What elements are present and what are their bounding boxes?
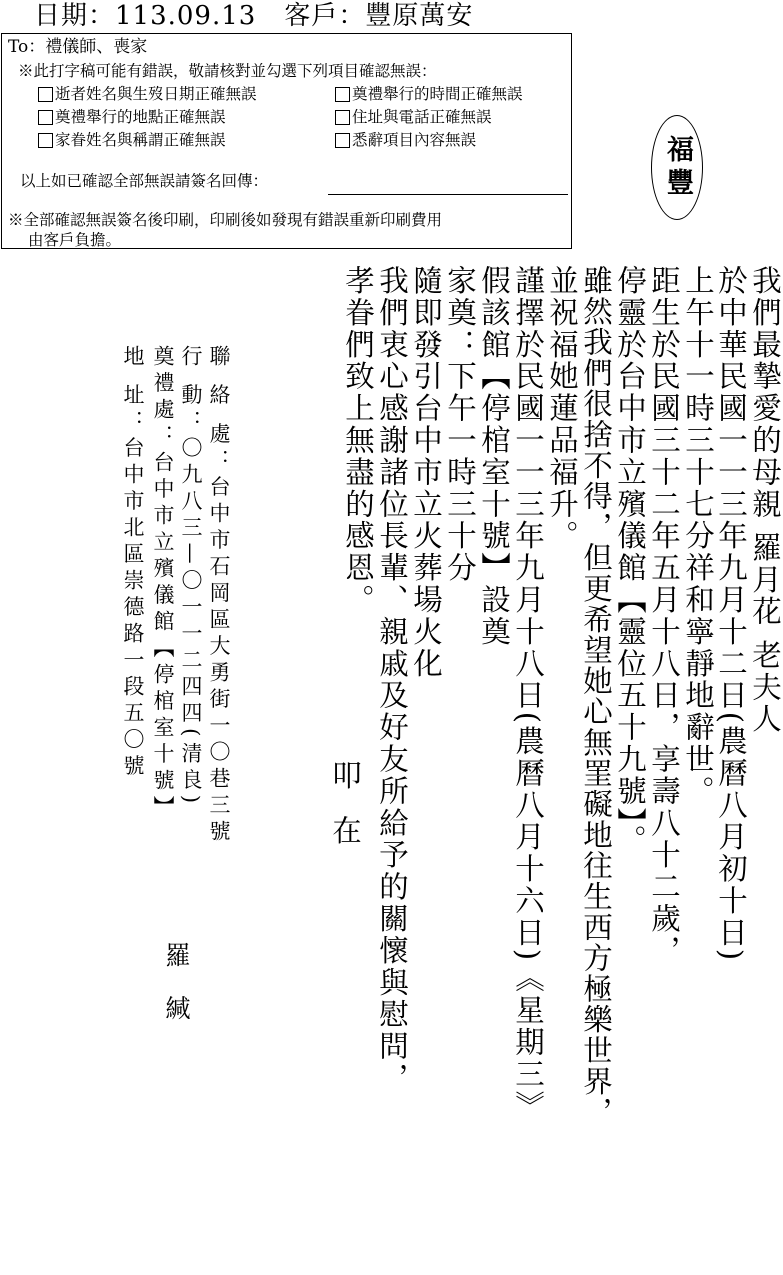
proof-notice: ※此打字稿可能有錯誤，敬請核對並勾選下列項目確認無誤：	[18, 62, 437, 80]
proof-confirmation-box	[1, 33, 572, 249]
checklist-item[interactable]	[38, 84, 257, 104]
checklist-label: 家眷姓名與稱謂正確無誤	[55, 131, 226, 149]
obituary-line: 假該館【停棺室十號】設奠	[477, 265, 511, 648]
obituary-line: 家奠：下午一時三十分	[443, 265, 477, 584]
checklist-item[interactable]	[335, 107, 492, 127]
checklist-label: 住址與電話正確無誤	[352, 108, 492, 126]
obituary-line: 隨即發引台中市立火葬場火化	[409, 265, 443, 680]
client-label: 客戶：豐原萬安	[284, 1, 474, 31]
header-line	[34, 0, 473, 32]
checklist-item[interactable]	[335, 84, 523, 104]
checkbox[interactable]	[38, 133, 53, 148]
recipient-line: To：禮儀師、喪家	[8, 37, 148, 57]
closing-text: 叩 在	[328, 760, 362, 853]
checklist-label: 悉辭項目內容無誤	[352, 131, 477, 149]
obituary-line: 孝眷們致上無盡的感恩。	[341, 265, 375, 616]
signature-line[interactable]	[328, 194, 568, 195]
checklist-label: 逝者姓名與生歿日期正確無誤	[55, 85, 257, 103]
signature-text: 羅 緘	[162, 942, 191, 1030]
obituary-line: 我們最摯愛的母親 羅月花 老夫人	[748, 265, 782, 736]
checklist-item[interactable]	[335, 130, 476, 150]
print-note-line-2: 由客戶負擔。	[28, 231, 122, 249]
obituary-line: 雖然我們很捨不得，但更希望她心無罣礙地往生西方極樂世界，	[579, 265, 613, 1128]
obituary-line: 距生於民國三十二年五月十八日，享壽八十二歲，	[647, 265, 681, 967]
seal-text: 福豐	[662, 134, 693, 201]
obituary-line: 謹擇於民國一一三年九月十八日(農曆八月十六日)《星期三》	[511, 265, 545, 1123]
obituary-line: 我們衷心感謝諸位長輩、親戚及好友所給予的關懷與慰問，	[375, 265, 409, 1095]
checkbox[interactable]	[38, 110, 53, 125]
checkbox[interactable]	[335, 110, 350, 125]
sign-prompt: 以上如已確認全部無誤請簽名回傳：	[20, 172, 269, 190]
obituary-line: 停靈於台中市立殯儀館【靈位五十九號】。	[613, 265, 647, 857]
contact-venue: 奠禮處：台中市立殯儀館【停棺室十號】	[151, 345, 175, 822]
contact-mobile: 行 動：〇九八三—〇一一二四四(清良)	[179, 345, 203, 809]
checklist-item[interactable]	[38, 130, 226, 150]
contact-liaison: 聯 絡 處：台中市石岡區大勇街一〇巷三號	[207, 345, 231, 847]
print-note-line-1: ※全部確認無誤簽名後印刷，印刷後如發現有錯誤重新印刷費用	[8, 211, 443, 229]
print-note	[8, 210, 568, 250]
checkbox[interactable]	[335, 133, 350, 148]
obituary-line: 上午十一時三十七分祥和寧靜地辭世。	[681, 265, 715, 808]
contact-address: 地 址：台中市北區崇德路一段五〇號	[121, 345, 145, 782]
checkbox[interactable]	[38, 87, 53, 102]
checklist-label: 奠禮舉行的時間正確無誤	[352, 85, 523, 103]
checklist-label: 奠禮舉行的地點正確無誤	[55, 108, 226, 126]
checkbox[interactable]	[335, 87, 350, 102]
seal-stamp	[651, 115, 703, 220]
obituary-line: 於中華民國一一三年九月十二日(農曆八月初十日)	[714, 265, 748, 963]
date-label: 日期：113.09.13	[34, 1, 257, 31]
checklist-item[interactable]	[38, 107, 226, 127]
obituary-line: 並祝福她蓮品福升。	[545, 265, 579, 553]
